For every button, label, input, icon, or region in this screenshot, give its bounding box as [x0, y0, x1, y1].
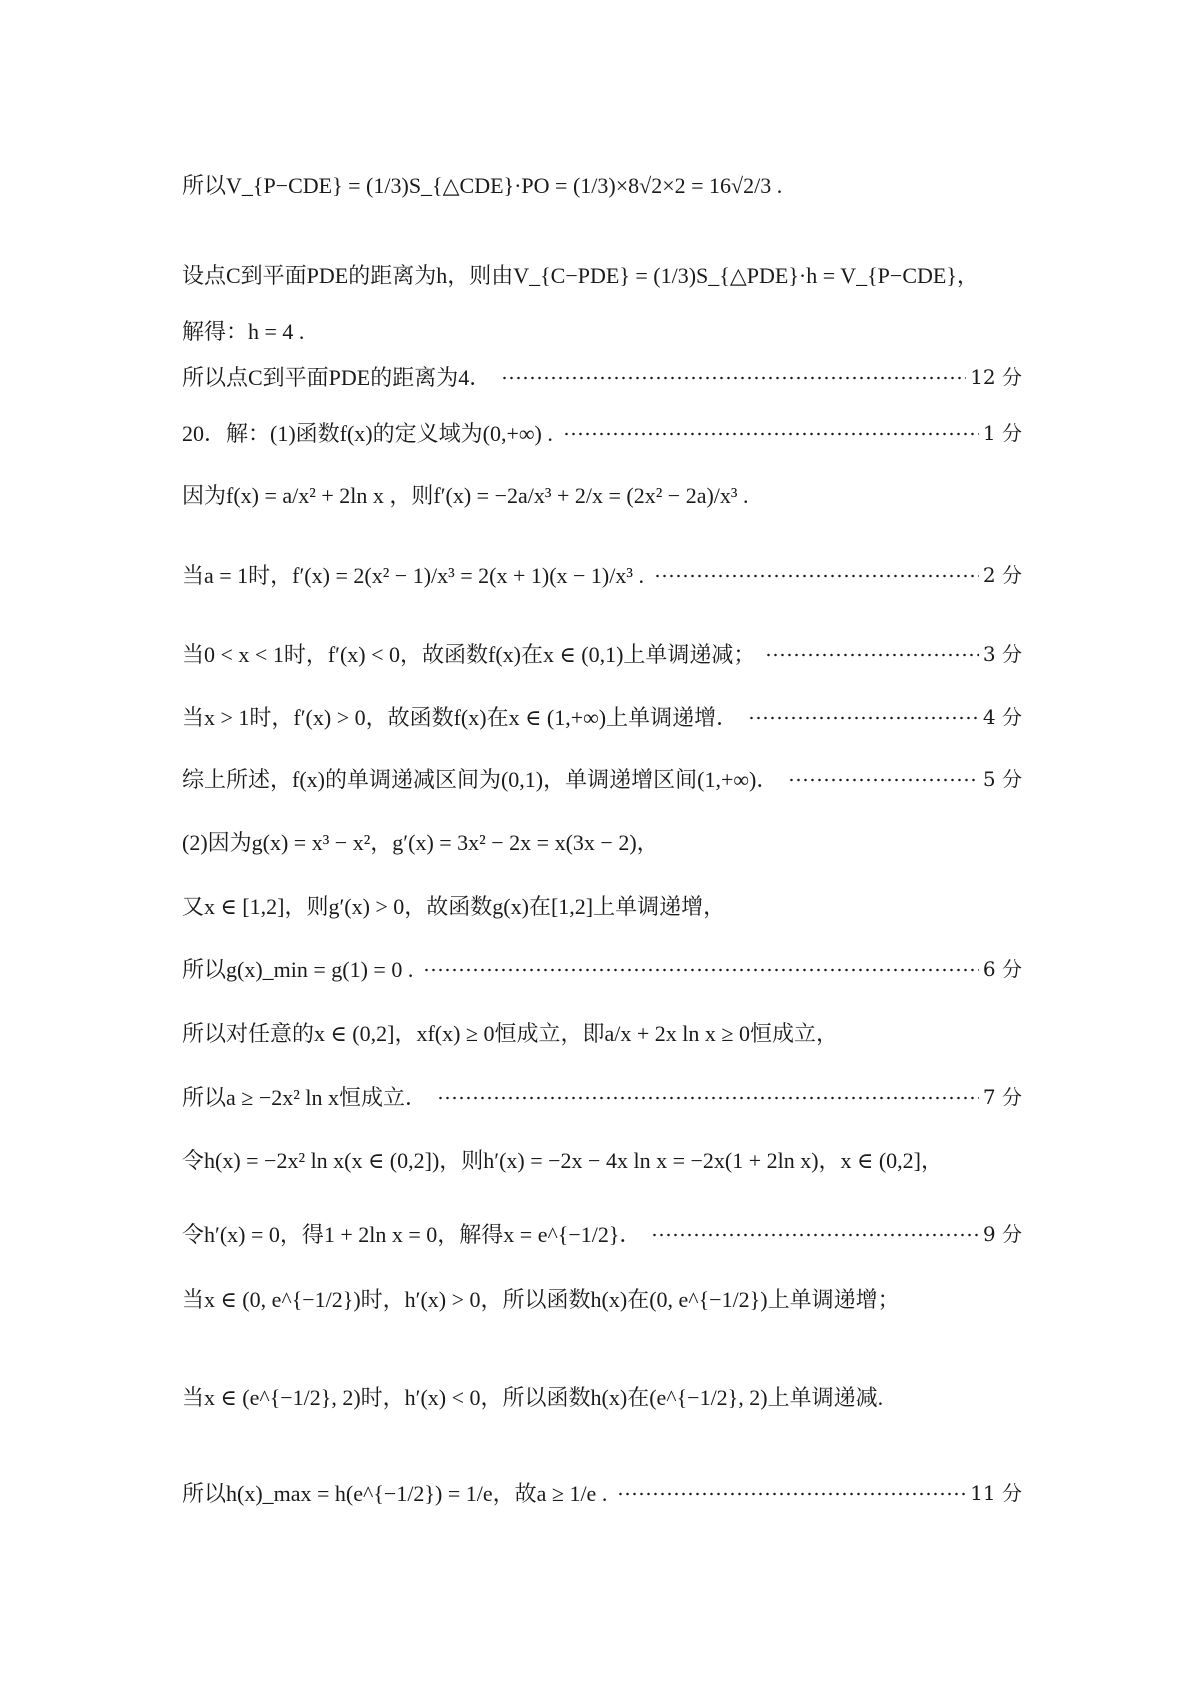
- line-5: [182, 420, 1022, 448]
- line-text: 设点C到平面PDE的距离为h，则由V_{C−PDE} = (1/3)S_{△PDE}·h = V_{P−CDE}，: [182, 263, 979, 288]
- line-11: [182, 829, 1022, 857]
- line-text: (2)因为g(x) = x³ − x²，g′(x) = 3x² − 2x = x(3x − 2)，: [182, 830, 659, 855]
- line-text: 因为f(x) = a/x² + 2ln x ，则f′(x) = −2a/x³ + 2/x = (2x² − 2a)/x³ .: [182, 483, 749, 508]
- line-text: 令h′(x) = 0，得1 + 2ln x = 0，解得x = e^{−1/2}．: [182, 1222, 642, 1247]
- leader-dots: [748, 715, 979, 721]
- line-18: [182, 1286, 1022, 1314]
- line-20: [182, 1480, 1022, 1508]
- line-19: [182, 1384, 1022, 1412]
- line-text: 所以a ≥ −2x² ln x恒成立．: [182, 1085, 427, 1110]
- leader-dots: [617, 1491, 966, 1497]
- leader-dots: [423, 967, 979, 973]
- score-label: 7 分: [982, 1085, 1022, 1110]
- line-text: 当x ∈ (e^{−1/2}, 2)时，h′(x) < 0，所以函数h(x)在(e^{−1/2}, 2)上单调递减.: [182, 1385, 884, 1410]
- line-text: 综上所述，f(x)的单调递减区间为(0,1)，单调递增区间(1,+∞)．: [182, 767, 779, 792]
- leader-dots: [765, 652, 978, 658]
- score-label: 1 分: [982, 421, 1022, 446]
- leader-dots: [437, 1095, 979, 1101]
- line-15: [182, 1084, 1022, 1112]
- line-text: 所以h(x)_max = h(e^{−1/2}) = 1/e，故a ≥ 1/e .: [182, 1481, 608, 1506]
- score-label: 4 分: [982, 705, 1022, 730]
- line-13: [182, 956, 1022, 984]
- line-16: [182, 1147, 1022, 1175]
- line-17: [182, 1221, 1022, 1249]
- leader-dots: [651, 1232, 978, 1238]
- line-text: 当x ∈ (0, e^{−1/2})时，h′(x) > 0，所以函数h(x)在(0, e^{−1/2})上单调递增；: [182, 1287, 900, 1312]
- line-2: [182, 262, 1022, 290]
- line-text: 当a = 1时，f′(x) = 2(x² − 1)/x³ = 2(x + 1)(x − 1)/x³ .: [182, 563, 644, 588]
- line-text: 所以对任意的x ∈ (0,2]，xf(x) ≥ 0恒成立，即a/x + 2x ln x ≥ 0恒成立，: [182, 1021, 838, 1046]
- line-10: [182, 766, 1022, 794]
- line-text: 所以点C到平面PDE的距离为4．: [182, 365, 492, 390]
- line-text: 令h(x) = −2x² ln x(x ∈ (0,2])，则h′(x) = −2x − 4x ln x = −2x(1 + 2ln x)，x ∈ (0,2]，: [182, 1148, 943, 1173]
- line-text: 当x > 1时，f′(x) > 0，故函数f(x)在x ∈ (1,+∞)上单调递增．: [182, 705, 739, 730]
- score-label: 2 分: [982, 563, 1022, 588]
- score-label: 5 分: [982, 767, 1022, 792]
- line-text: 20．解：(1)函数f(x)的定义域为(0,+∞) .: [182, 421, 553, 446]
- score-label: 9 分: [982, 1222, 1022, 1247]
- line-text: 解得：h = 4 .: [182, 319, 305, 344]
- leader-dots: [654, 573, 979, 579]
- line-4: [182, 364, 1022, 392]
- line-text: 所以g(x)_min = g(1) = 0 .: [182, 957, 414, 982]
- score-label: 3 分: [982, 642, 1022, 667]
- line-8: [182, 641, 1022, 669]
- leader-dots: [563, 431, 979, 437]
- line-3: [182, 318, 1022, 346]
- line-1: [182, 172, 1022, 200]
- score-label: 12 分: [970, 365, 1022, 390]
- score-label: 6 分: [982, 957, 1022, 982]
- line-text: 所以V_{P−CDE} = (1/3)S_{△CDE}·PO = (1/3)×8√2×2 = 16√2/3 .: [182, 173, 783, 198]
- leader-dots: [788, 777, 979, 783]
- leader-dots: [501, 375, 966, 381]
- line-7: [182, 562, 1022, 590]
- line-14: [182, 1020, 1022, 1048]
- line-12: [182, 893, 1022, 921]
- line-text: 又x ∈ [1,2]，则g′(x) > 0，故函数g(x)在[1,2]上单调递增，: [182, 894, 726, 919]
- line-6: [182, 482, 1022, 510]
- score-label: 11 分: [970, 1481, 1022, 1506]
- line-text: 当0 < x < 1时，f′(x) < 0，故函数f(x)在x ∈ (0,1)上单调递减；: [182, 642, 756, 667]
- line-9: [182, 704, 1022, 732]
